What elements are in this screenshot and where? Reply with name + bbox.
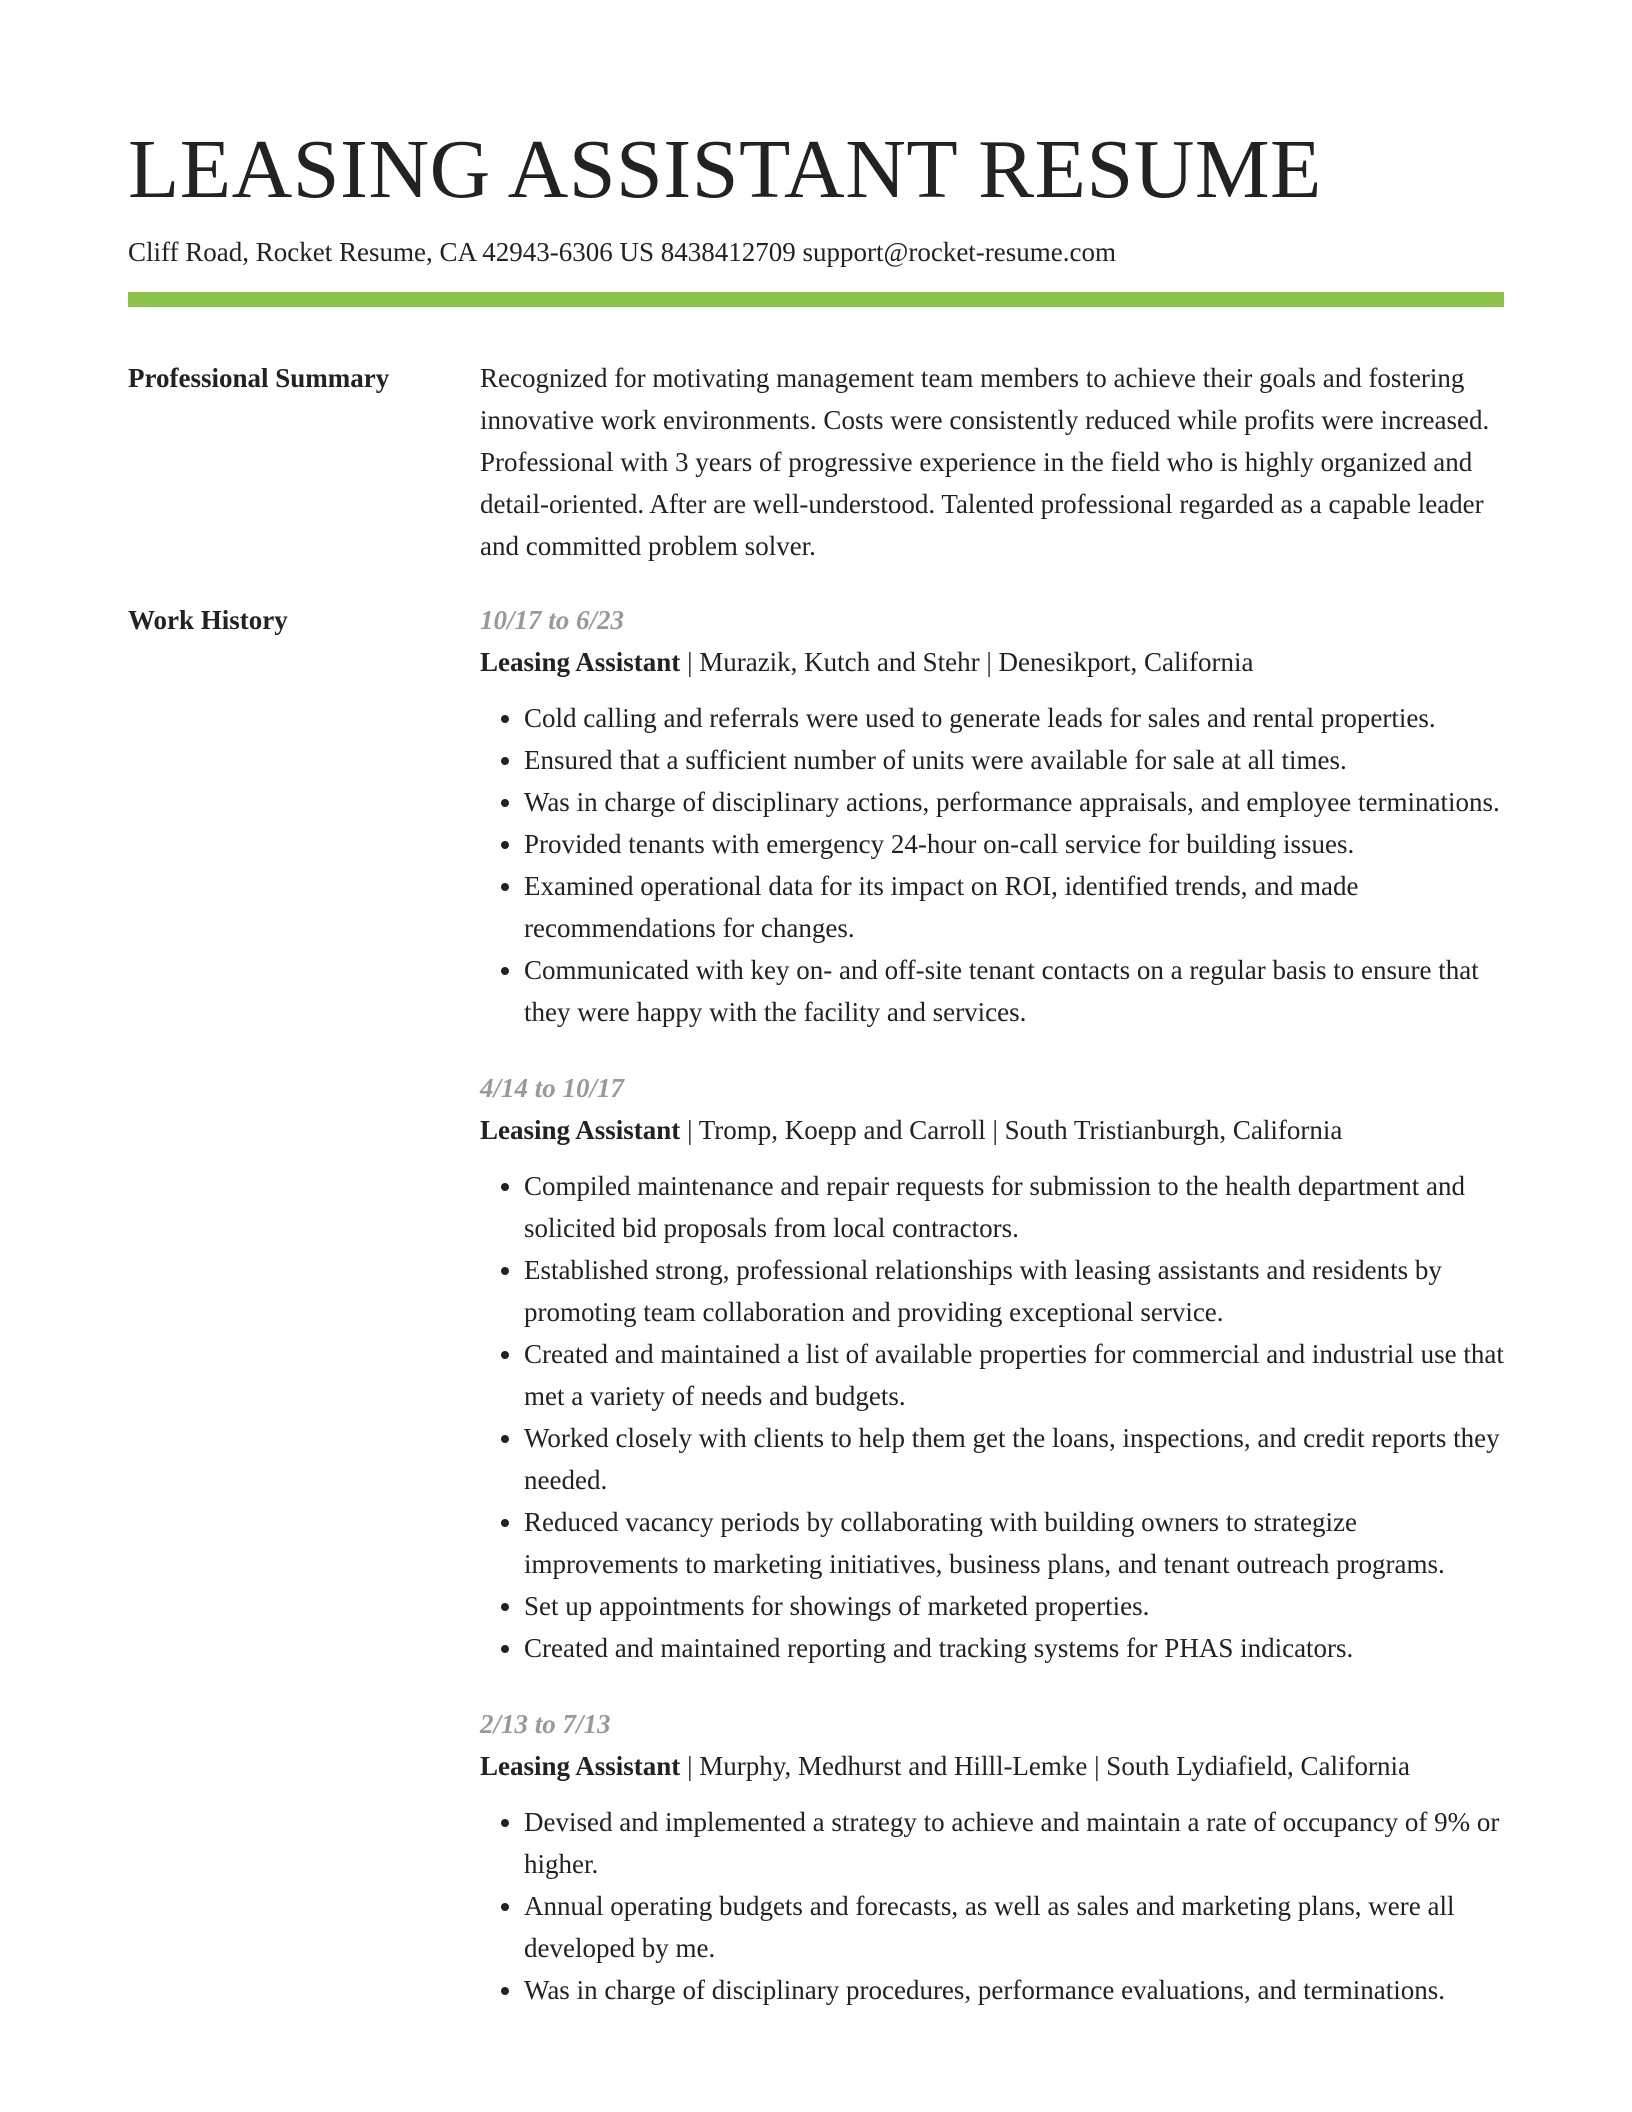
job-dates: 10/17 to 6/23 <box>480 605 625 635</box>
job-entry <box>480 1703 1504 2011</box>
job-entry <box>480 1067 1504 1669</box>
job-details: | Tromp, Koepp and Carroll | South Tristianburgh, California <box>680 1115 1343 1145</box>
job-dates: 4/14 to 10/17 <box>480 1073 625 1103</box>
list-item: • Communicated with key on- and off-site tenant contacts on a regular basis to ensure that they were happy with the facility and services. <box>524 949 1504 1033</box>
job-title: Leasing Assistant <box>480 647 681 677</box>
job-title: Leasing Assistant <box>480 1115 681 1145</box>
list-item: • Created and maintained a list of available properties for commercial and industrial use that met a variety of needs and budgets. <box>524 1333 1504 1417</box>
list-item: • Was in charge of disciplinary actions, performance appraisals, and employee terminations. <box>524 781 1504 823</box>
list-item: • Reduced vacancy periods by collaborating with building owners to strategize improvements to marketing initiatives, business plans, and tenant outreach programs. <box>524 1501 1504 1585</box>
list-item: • Set up appointments for showings of marketed properties. <box>524 1585 1504 1627</box>
job-bullets <box>480 1165 1504 1669</box>
list-item: • Established strong, professional relationships with leasing assistants and residents by promoting team collaboration and providing exceptional service. <box>524 1249 1504 1333</box>
list-item: • Created and maintained reporting and tracking systems for PHAS indicators. <box>524 1627 1504 1669</box>
summary-content <box>480 357 1504 567</box>
job-heading <box>480 1109 1504 1151</box>
list-item: • Was in charge of disciplinary procedures, performance evaluations, and terminations. <box>524 1969 1504 2011</box>
job-details: | Murphy, Medhurst and Hilll-Lemke | South Lydiafield, California <box>680 1751 1410 1781</box>
list-item: • Ensured that a sufficient number of units were available for sale at all times. <box>524 739 1504 781</box>
professional-summary-section <box>128 357 1504 567</box>
contact-line: Cliff Road, Rocket Resume, CA 42943-6306 US 8438412709 support@rocket-resume.com <box>128 237 1117 267</box>
job-details: | Murazik, Kutch and Stehr | Denesikport, California <box>680 647 1254 677</box>
job-entry <box>480 599 1504 1033</box>
work-history-content <box>480 599 1504 2045</box>
section-label-summary: Professional Summary <box>128 363 390 393</box>
summary-text: Recognized for motivating management team members to achieve their goals and fostering innovative work environments. Costs were consistently reduced while profits were increased. Professional with 3 years of progressive experience in the field who is highly organized and detail-oriented. After are well-understood. Talented professional regarded as a capable leader and committed problem solver. <box>480 363 1490 561</box>
resume-title: LEASING ASSISTANT RESUME <box>128 123 1322 216</box>
list-item: • Worked closely with clients to help them get the loans, inspections, and credit reports they needed. <box>524 1417 1504 1501</box>
list-item: • Examined operational data for its impact on ROI, identified trends, and made recommendations for changes. <box>524 865 1504 949</box>
job-title: Leasing Assistant <box>480 1751 681 1781</box>
work-history-section <box>128 599 1504 2045</box>
accent-divider <box>128 292 1504 307</box>
job-bullets <box>480 1801 1504 2011</box>
job-dates: 2/13 to 7/13 <box>480 1709 611 1739</box>
list-item: • Compiled maintenance and repair requests for submission to the health department and solicited bid proposals from local contractors. <box>524 1165 1504 1249</box>
list-item: • Devised and implemented a strategy to achieve and maintain a rate of occupancy of 9% or higher. <box>524 1801 1504 1885</box>
list-item: • Annual operating budgets and forecasts, as well as sales and marketing plans, were all developed by me. <box>524 1885 1504 1969</box>
job-heading <box>480 641 1504 683</box>
job-bullets <box>480 697 1504 1033</box>
section-label-work: Work History <box>128 605 288 635</box>
job-heading <box>480 1745 1504 1787</box>
list-item: • Provided tenants with emergency 24-hour on-call service for building issues. <box>524 823 1504 865</box>
list-item: • Cold calling and referrals were used to generate leads for sales and rental properties. <box>524 697 1504 739</box>
